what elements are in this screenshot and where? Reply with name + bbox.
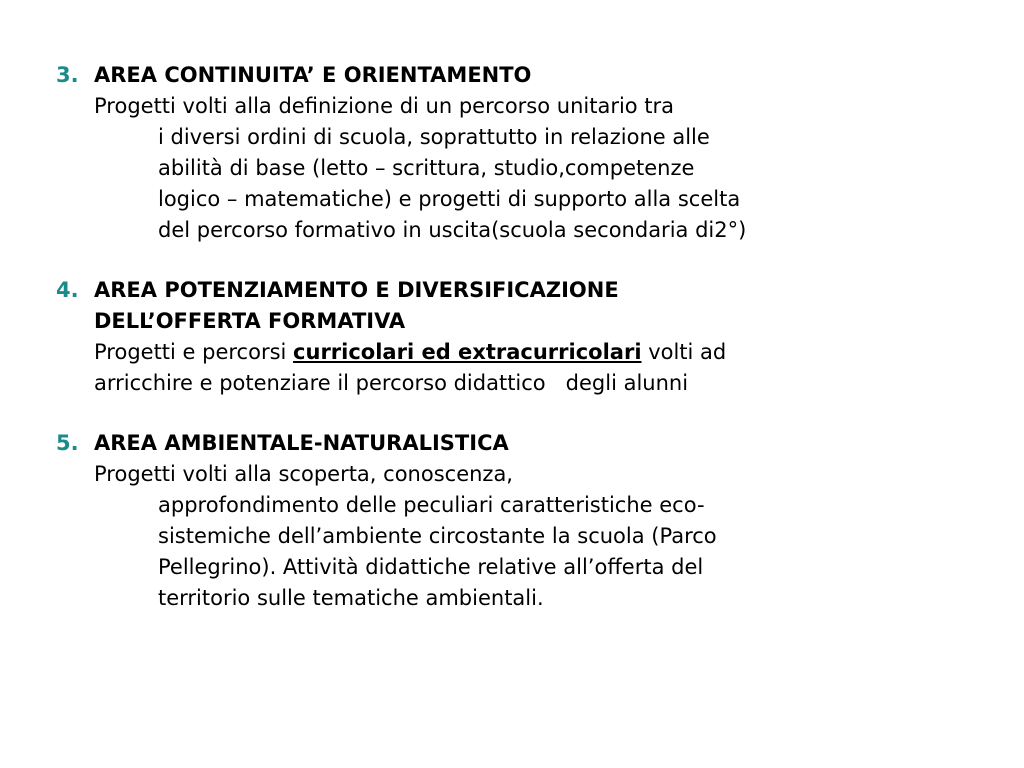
item-body-line [94,337,726,367]
item-body-line: territorio sulle tematiche ambientali. [158,586,544,610]
item-body-line: i diversi ordini di scuola, soprattutto in relazione alle [158,125,710,149]
item-body-line: abilità di base (letto – scrittura, studio,competenze [158,156,695,180]
item-body-line: logico – matematiche) e progetti di supporto alla scelta [158,187,741,211]
item-body-line: approfondimento delle peculiari caratteristiche eco- [158,493,705,517]
item-number: 4. [56,278,79,302]
item-title: AREA AMBIENTALE-NATURALISTICA [94,431,509,455]
curricular-emphasis: curricolari ed extracurricolari [293,340,642,364]
item-number: 3. [56,63,79,87]
item-title: AREA POTENZIAMENTO E DIVERSIFICAZIONE [94,278,619,302]
item-body-line: Pellegrino). Attività didattiche relative all’offerta del [158,555,704,579]
body-suffix: volti ad [641,340,727,364]
item-title: AREA CONTINUITA’ E ORIENTAMENTO [94,63,532,87]
body-prefix: Progetti e percorsi [94,340,294,364]
item-number: 5. [56,431,79,455]
item-body-line: arricchire e potenziare il percorso didattico degli alunni [94,371,689,395]
item-body-line: Progetti volti alla definizione di un percorso unitario tra [94,94,675,118]
item-body-line: del percorso formativo in uscita(scuola secondaria di2°) [158,218,747,242]
item-body-line: Progetti volti alla scoperta, conoscenza, [94,462,513,486]
item-title-line2: DELL’OFFERTA FORMATIVA [94,309,406,333]
item-body-line: sistemiche dell’ambiente circostante la scuola (Parco [158,524,717,548]
